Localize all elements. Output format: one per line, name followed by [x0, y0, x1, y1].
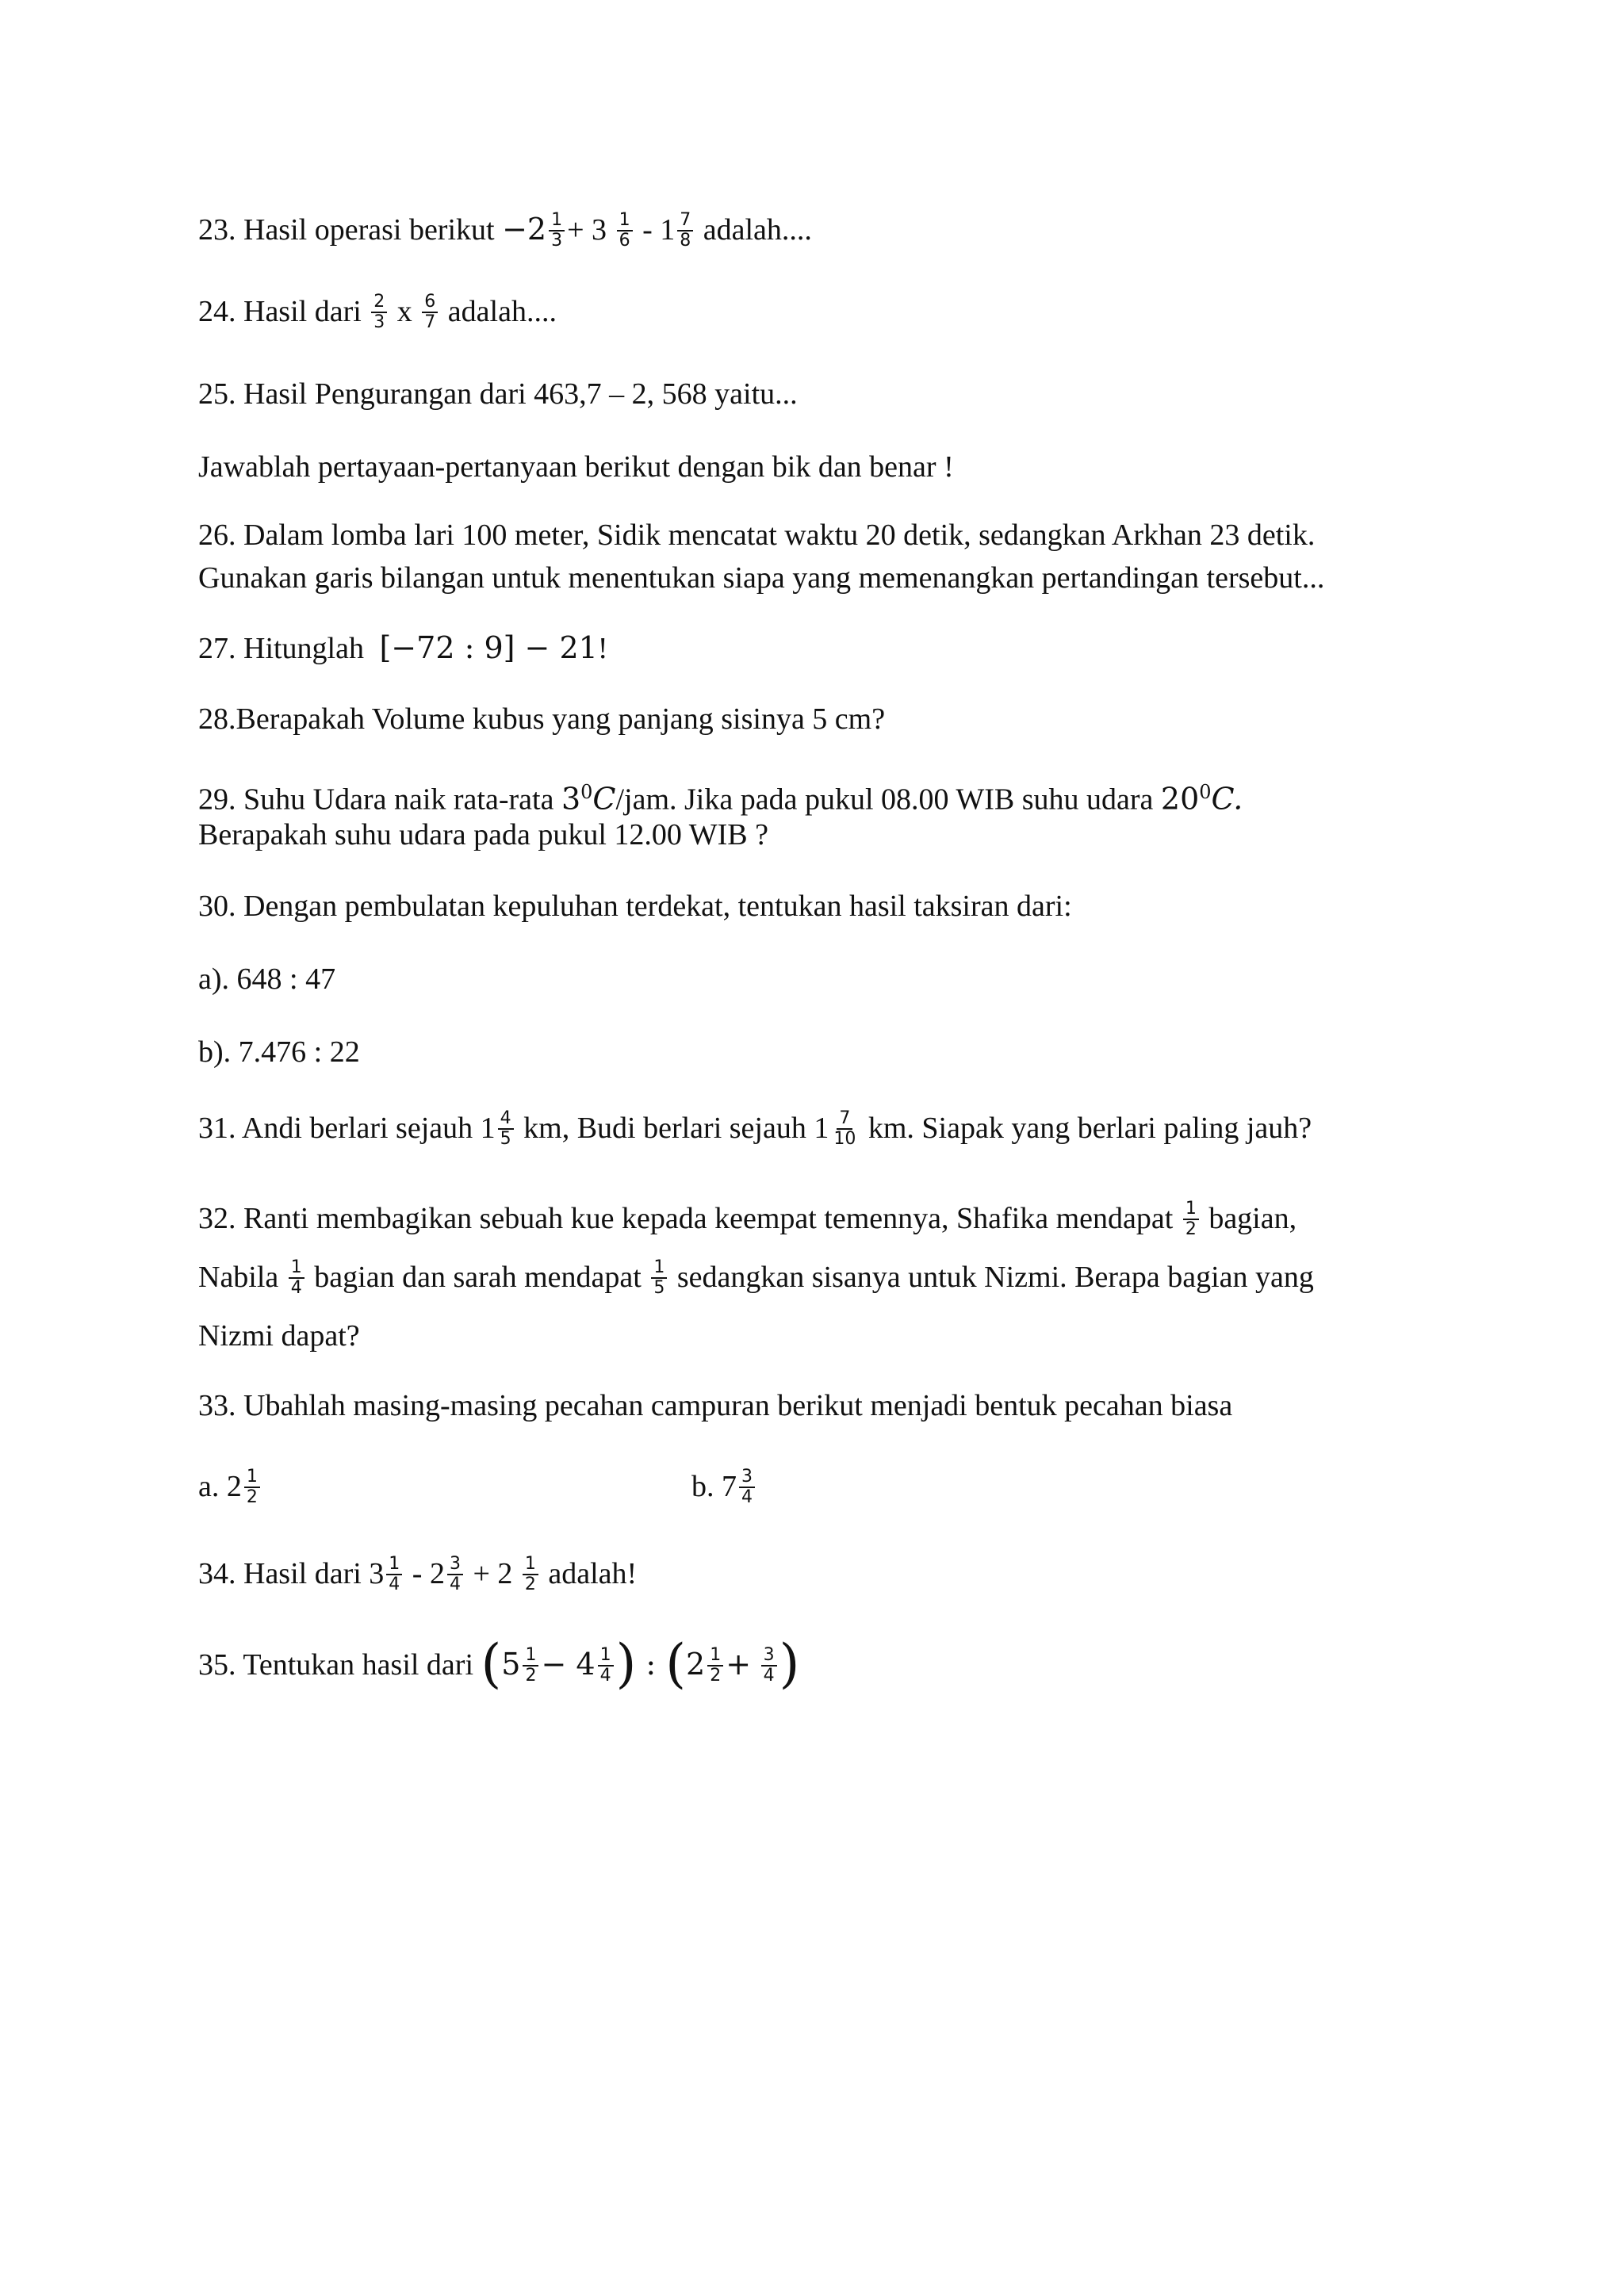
- q29-temp2-unit: C.: [1211, 781, 1243, 817]
- q35-frac3: $\frac{1}{2}$: [707, 1646, 723, 1686]
- question-31: [198, 1110, 1312, 1150]
- q23-frac1: $\frac{1}{3}$: [549, 211, 565, 251]
- q29-text: 29. Suhu Udara naik rata-rata: [198, 783, 554, 817]
- q35-text: 35. Tentukan hasil dari: [198, 1648, 474, 1682]
- q35-divide: :: [636, 1647, 666, 1682]
- q31-text3: km. Siapak yang berlari paling jauh?: [868, 1112, 1312, 1145]
- q29-temp1-sup: 0: [580, 781, 593, 803]
- q31-text2: km, Budi berlari sejauh 1: [523, 1112, 829, 1145]
- question-33: 33. Ubahlah masing-masing pecahan campuran berikut menjadi bentuk pecahan biasa: [198, 1389, 1233, 1422]
- q32-text5: sedangkan sisanya untuk Nizmi. Berapa bagian yang: [676, 1261, 1314, 1294]
- instruction: Jawablah pertayaan-pertanyaan berikut dengan bik dan benar !: [198, 450, 954, 484]
- q23-frac2: $\frac{1}{6}$: [617, 211, 633, 251]
- question-34: [198, 1556, 637, 1596]
- q23-frac3: $\frac{7}{8}$: [677, 211, 693, 251]
- q35-paren-close-2: ): [779, 1633, 800, 1695]
- q23-term3: - 1: [642, 213, 676, 247]
- q24-times: x: [396, 295, 412, 328]
- q35-whole2: 2: [686, 1647, 706, 1682]
- q33-b-frac: $\frac{3}{4}$: [739, 1468, 755, 1507]
- q34-frac2: $\frac{3}{4}$: [447, 1555, 463, 1594]
- q33-b-whole: b. 7: [691, 1470, 737, 1503]
- q32-text2: bagian,: [1208, 1202, 1297, 1235]
- q24-frac2: $\frac{6}{7}$: [422, 293, 438, 332]
- q34-text: 34. Hasil dari 3: [198, 1557, 385, 1590]
- q29-temp2-base: 20: [1160, 781, 1200, 817]
- question-32-line1: [198, 1200, 1297, 1241]
- q31-frac2: $\frac{7}{10}$: [833, 1108, 856, 1150]
- q27-expression: [−72 : 9] − 21: [379, 630, 598, 665]
- q29-temp2-sup: 0: [1199, 781, 1212, 803]
- q32-text3: Nabila: [198, 1261, 279, 1294]
- q34-term2: - 2: [412, 1557, 445, 1590]
- question-27: [198, 629, 607, 667]
- question-33-a: [198, 1468, 262, 1509]
- q24-text: 24. Hasil dari: [198, 295, 362, 328]
- question-30: 30. Dengan pembulatan kepuluhan terdekat, tentukan hasil taksiran dari:: [198, 890, 1072, 923]
- q34-frac3: $\frac{1}{2}$: [523, 1555, 538, 1594]
- q34-frac1: $\frac{1}{4}$: [386, 1555, 402, 1594]
- q32-text1: 32. Ranti membagikan sebuah kue kepada keempat temennya, Shafika mendapat: [198, 1202, 1174, 1235]
- q29-temp1-unit: C: [592, 781, 616, 817]
- question-30-b: b). 7.476 : 22: [198, 1035, 360, 1069]
- question-32-line3: Nizmi dapat?: [198, 1319, 360, 1353]
- q35-paren-open-1: (: [481, 1633, 502, 1695]
- q35-frac4: $\frac{3}{4}$: [761, 1646, 777, 1686]
- q29-text2: /jam. Jika pada pukul 08.00 WIB suhu udara: [615, 783, 1154, 817]
- q23-term2: + 3: [567, 213, 607, 247]
- question-29-line1: [198, 774, 1243, 818]
- q34-tail: adalah!: [548, 1557, 638, 1590]
- question-32-line2: [198, 1259, 1314, 1299]
- q32-frac1: $\frac{1}{2}$: [1183, 1200, 1199, 1239]
- question-26-line2: Gunakan garis bilangan untuk menentukan siapa yang memenangkan pertandingan tersebut...: [198, 561, 1325, 595]
- question-24: [198, 293, 557, 334]
- q27-tail: !: [597, 632, 608, 665]
- q23-term1: −2: [502, 212, 547, 247]
- q24-tail: adalah....: [447, 295, 557, 328]
- question-23: [198, 211, 812, 252]
- q31-frac1: $\frac{4}{5}$: [498, 1109, 514, 1149]
- q29-temp1-base: 3: [561, 781, 581, 817]
- question-30-a: a). 648 : 47: [198, 962, 336, 996]
- q23-tail: adalah....: [703, 213, 812, 247]
- q35-frac1: $\frac{1}{2}$: [523, 1646, 538, 1686]
- q35-minus: − 4: [541, 1647, 596, 1682]
- q35-frac2: $\frac{1}{4}$: [598, 1646, 614, 1686]
- q27-text: 27. Hitunglah: [198, 632, 364, 665]
- q23-text: 23. Hasil operasi berikut: [198, 213, 495, 247]
- question-35: [198, 1633, 800, 1695]
- question-26-line1: 26. Dalam lomba lari 100 meter, Sidik mencatat waktu 20 detik, sedangkan Arkhan 23 detik.: [198, 519, 1316, 552]
- question-33-b: [691, 1468, 757, 1509]
- q32-text4: bagian dan sarah mendapat: [314, 1261, 642, 1294]
- q34-term3: + 2: [473, 1557, 513, 1590]
- q33-a-frac: $\frac{1}{2}$: [244, 1468, 260, 1507]
- question-28: 28.Berapakah Volume kubus yang panjang sisinya 5 cm?: [198, 702, 886, 736]
- q32-frac3: $\frac{1}{5}$: [651, 1258, 667, 1298]
- q35-plus: +: [726, 1647, 752, 1682]
- question-29-line2: Berapakah suhu udara pada pukul 12.00 WIB ?: [198, 818, 768, 851]
- q32-frac2: $\frac{1}{4}$: [289, 1258, 304, 1298]
- q33-a-whole: a. 2: [198, 1470, 242, 1503]
- q35-paren-open-2: (: [665, 1633, 687, 1695]
- q31-text1: 31. Andi berlari sejauh 1: [198, 1112, 496, 1145]
- q35-paren-close-1: ): [615, 1633, 637, 1695]
- question-25: 25. Hasil Pengurangan dari 463,7 – 2, 568 yaitu...: [198, 377, 798, 411]
- q35-whole1: 5: [501, 1647, 521, 1682]
- q24-frac1: $\frac{2}{3}$: [371, 293, 387, 332]
